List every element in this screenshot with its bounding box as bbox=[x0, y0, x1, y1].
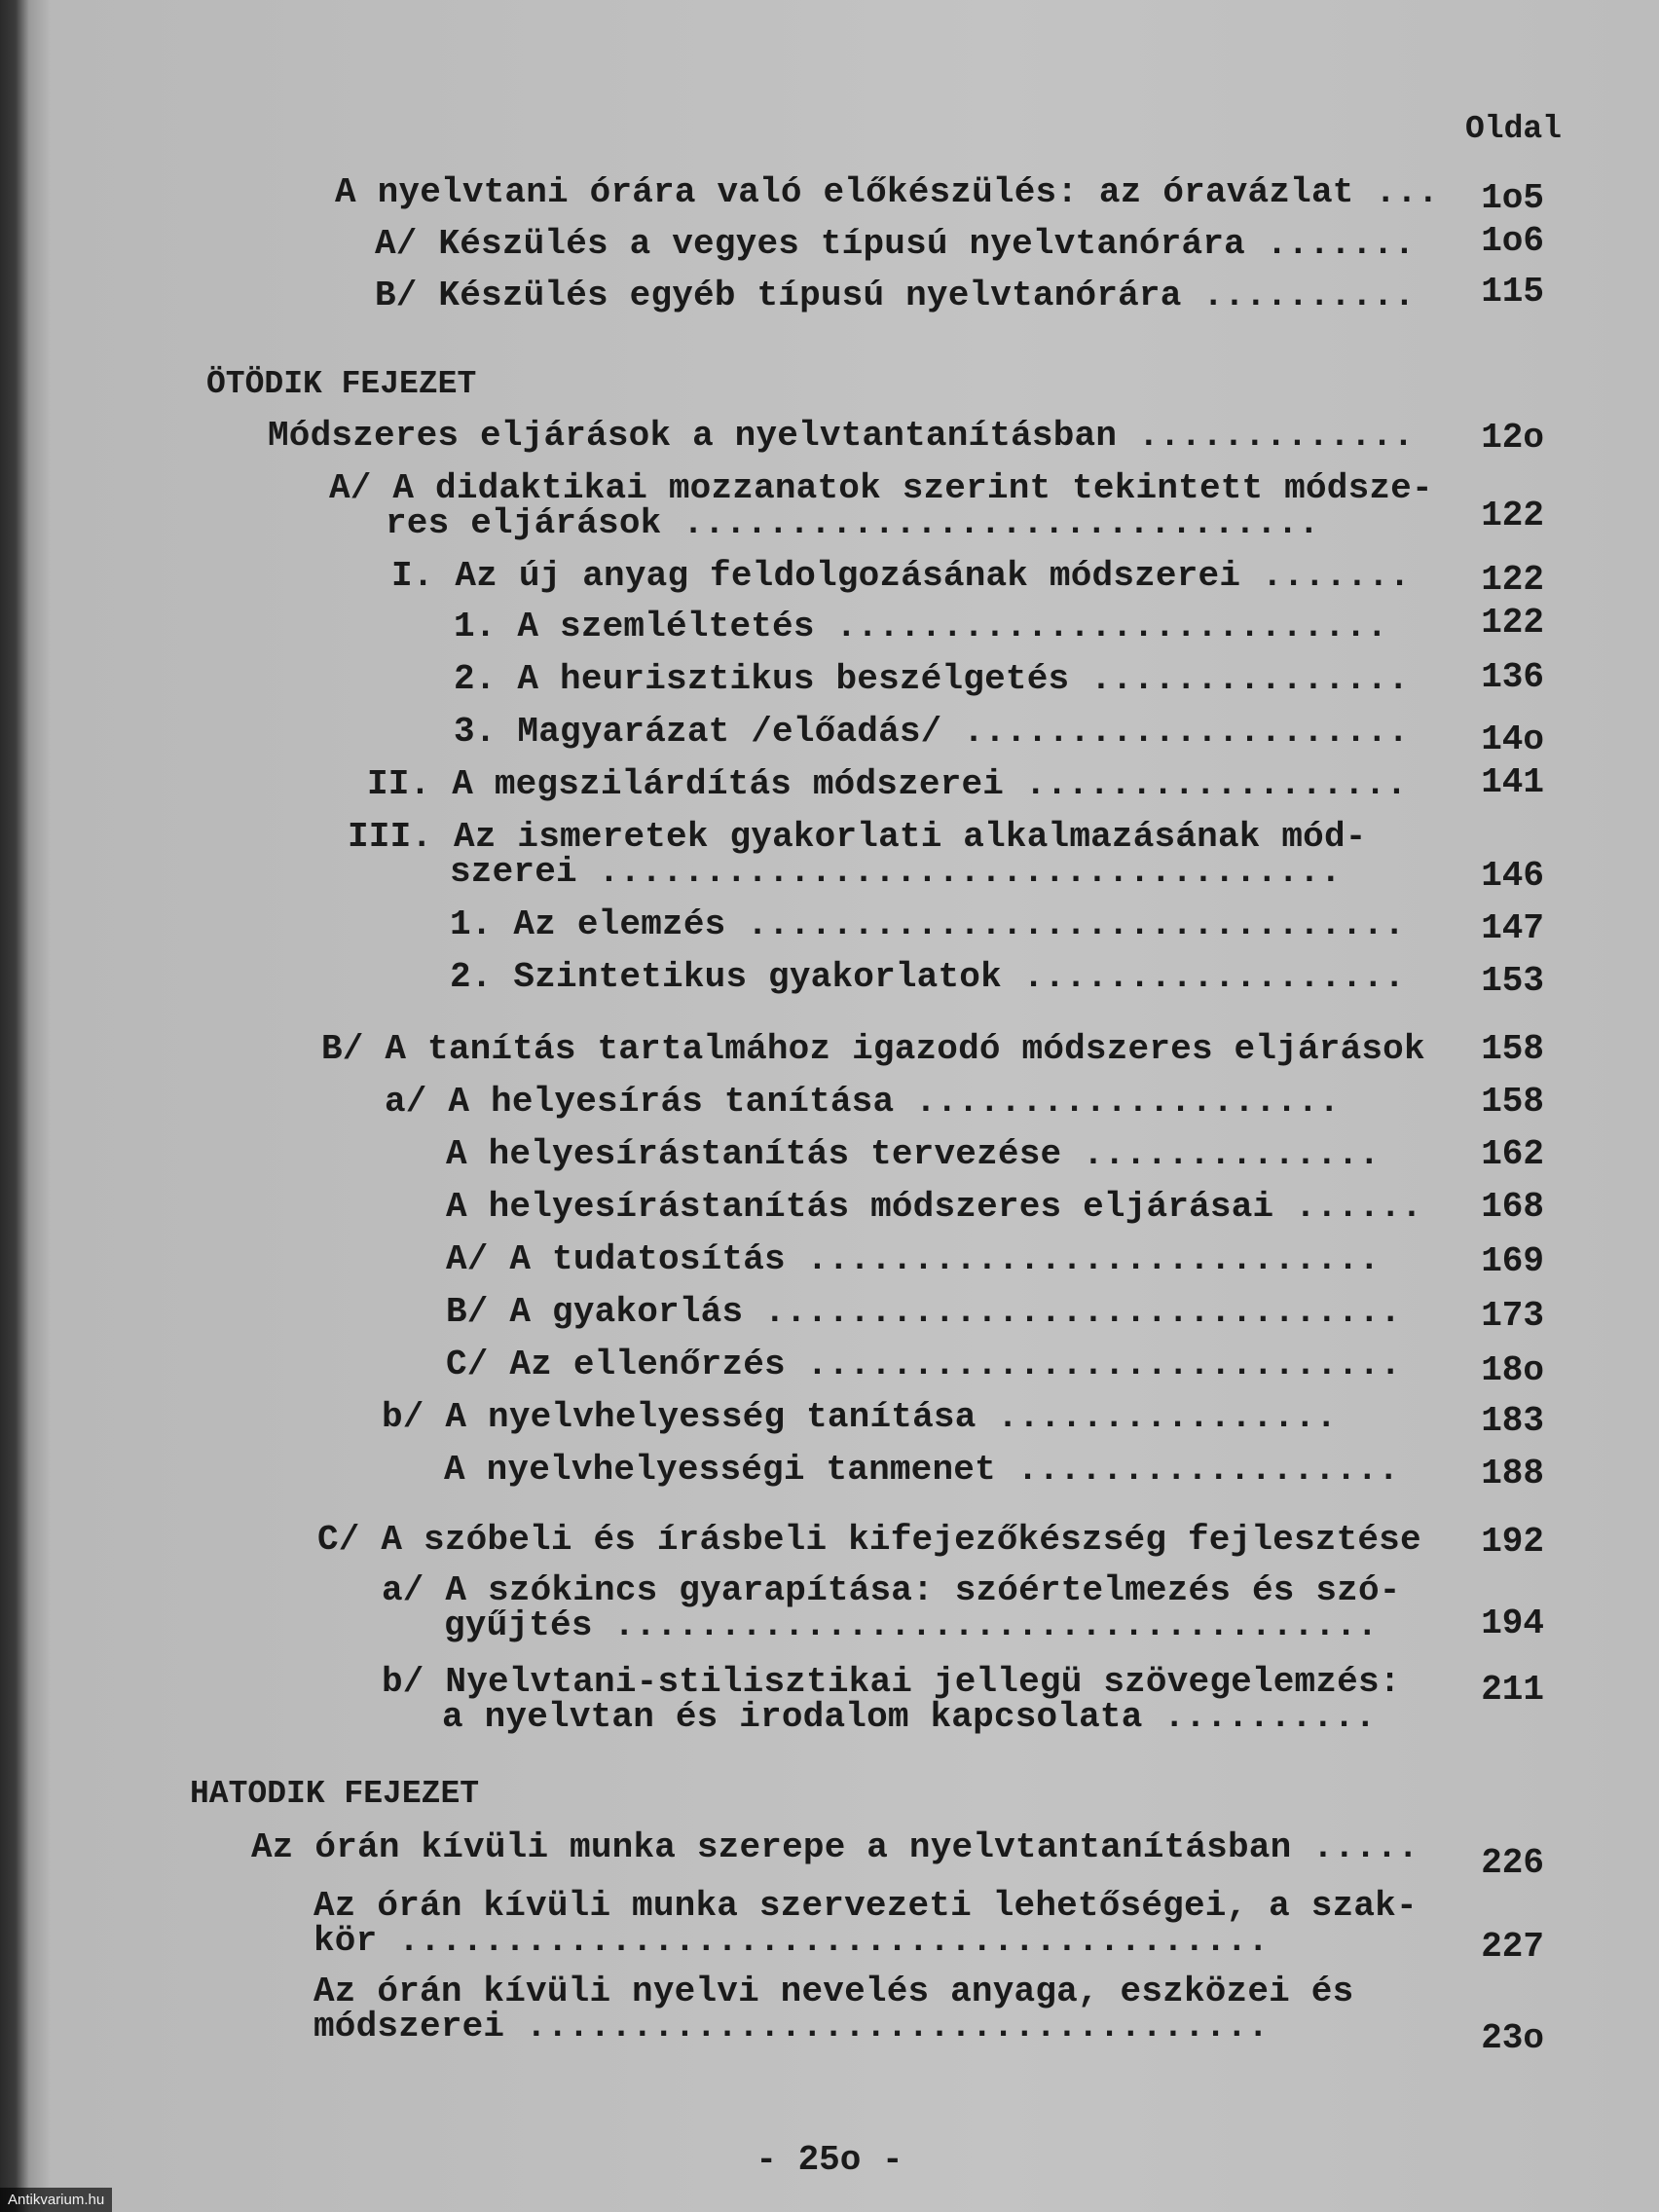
toc-entry-text: II. A megszilárdítás módszerei .................. bbox=[367, 764, 1408, 804]
toc-entry-page: 169 bbox=[1481, 1241, 1544, 1281]
toc-entry-page: 158 bbox=[1481, 1029, 1544, 1069]
toc-entry-page: 194 bbox=[1481, 1604, 1544, 1643]
toc-entry-page: 173 bbox=[1481, 1296, 1544, 1336]
toc-entry-text: Módszeres eljárások a nyelvtantanításban ............. bbox=[268, 416, 1415, 456]
toc-entry-text: b/ A nyelvhelyesség tanítása ................ bbox=[382, 1397, 1338, 1437]
toc-entry-page: 211 bbox=[1481, 1670, 1544, 1710]
toc-entry-page: 188 bbox=[1481, 1454, 1544, 1493]
toc-entry-text: a/ A helyesírás tanítása .................... bbox=[385, 1082, 1341, 1122]
toc-entry-page: 122 bbox=[1481, 496, 1544, 535]
toc-entry-page: 122 bbox=[1481, 603, 1544, 643]
toc-entry-page: 115 bbox=[1481, 272, 1544, 312]
toc-entry-text: I. Az új anyag feldolgozásának módszerei ....... bbox=[391, 556, 1411, 596]
toc-entry-page: 146 bbox=[1481, 856, 1544, 896]
toc-entry-text: A helyesírástanítás tervezése .............. bbox=[446, 1134, 1381, 1174]
page-number-footer: - 25o - bbox=[756, 2140, 903, 2180]
toc-entry-text: a/ A szókincs gyarapítása: szóértelmezés és szó- bbox=[382, 1570, 1401, 1610]
toc-entry-text: Az órán kívüli munka szervezeti lehetőségei, a szak- bbox=[313, 1886, 1418, 1926]
toc-entry-text-cont: gyűjtés .................................... bbox=[444, 1605, 1379, 1645]
toc-entry-text: B/ A tanítás tartalmához igazodó módszeres eljárások bbox=[321, 1029, 1425, 1069]
toc-entry-page: 192 bbox=[1481, 1522, 1544, 1562]
toc-entry-page: 183 bbox=[1481, 1401, 1544, 1441]
toc-entry-text: C/ A szóbeli és írásbeli kifejezőkészség fejlesztése bbox=[317, 1520, 1421, 1560]
toc-entry-page: 153 bbox=[1481, 961, 1544, 1001]
toc-entry-text: A/ A tudatosítás ........................... bbox=[446, 1239, 1381, 1279]
toc-entry-text: C/ Az ellenőrzés ............................ bbox=[446, 1345, 1402, 1384]
toc-entry-page: 1o5 bbox=[1481, 178, 1544, 218]
toc-entry-text-cont: módszerei ................................... bbox=[313, 2007, 1270, 2046]
toc-entry-text-cont: res eljárások .............................. bbox=[386, 503, 1320, 543]
toc-entry-text: A/ A didaktikai mozzanatok szerint tekintett módsze- bbox=[329, 468, 1433, 508]
toc-entry-text: 2. Szintetikus gyakorlatok .................. bbox=[450, 957, 1406, 997]
toc-entry-page: 136 bbox=[1481, 657, 1544, 697]
toc-entry-page: 168 bbox=[1481, 1187, 1544, 1227]
toc-entry-text: 3. Magyarázat /előadás/ ..................... bbox=[454, 712, 1410, 752]
toc-entry-text: B/ A gyakorlás .............................. bbox=[446, 1292, 1402, 1332]
toc-entry-text: 1. Az elemzés ............................... bbox=[450, 904, 1406, 944]
toc-entry-page: 122 bbox=[1481, 560, 1544, 600]
toc-entry-text: III. Az ismeretek gyakorlati alkalmazásának mód- bbox=[348, 817, 1367, 857]
toc-entry-text: A helyesírástanítás módszeres eljárásai ...... bbox=[446, 1187, 1422, 1227]
toc-entry-text: 2. A heurisztikus beszélgetés ............... bbox=[454, 659, 1410, 699]
toc-entry-page: 158 bbox=[1481, 1082, 1544, 1122]
toc-entry-text: 1. A szemléltetés .......................... bbox=[454, 607, 1388, 646]
toc-entry-page: 226 bbox=[1481, 1843, 1544, 1883]
toc-entry-text: Az órán kívüli nyelvi nevelés anyaga, eszközei és bbox=[313, 1972, 1354, 2011]
toc-entry-page: 147 bbox=[1481, 908, 1544, 948]
toc-entry-text: A/ Készülés a vegyes típusú nyelvtanórára ....... bbox=[375, 224, 1416, 264]
toc-entry-text: Az órán kívüli munka szerepe a nyelvtantanításban ..... bbox=[251, 1827, 1419, 1867]
toc-entry-page: 12o bbox=[1481, 418, 1544, 458]
toc-entry-text: b/ Nyelvtani-stilisztikai jellegü szövegelemzés: bbox=[382, 1662, 1401, 1702]
chapter-heading: HATODIK FEJEZET bbox=[190, 1776, 480, 1812]
toc-entry-page: 18o bbox=[1481, 1350, 1544, 1390]
toc-entry-text-cont: szerei ................................... bbox=[450, 852, 1342, 892]
toc-entry-page: 227 bbox=[1481, 1927, 1544, 1967]
toc-entry-text: B/ Készülés egyéb típusú nyelvtanórára .......... bbox=[375, 276, 1416, 315]
toc-entry-page: 14o bbox=[1481, 719, 1544, 759]
toc-entry-page: 1o6 bbox=[1481, 221, 1544, 261]
toc-entry-text: A nyelvtani órára való előkészülés: az óravázlat ... bbox=[335, 172, 1439, 212]
watermark: Antikvarium.hu bbox=[0, 2188, 112, 2212]
toc-entry-text: A nyelvhelyességi tanmenet .................. bbox=[444, 1450, 1400, 1490]
chapter-heading: ÖTÖDIK FEJEZET bbox=[206, 366, 477, 402]
toc-entry-text-cont: kör ......................................... bbox=[313, 1921, 1270, 1961]
toc-entry-page: 23o bbox=[1481, 2018, 1544, 2058]
toc-entry-text-cont: a nyelvtan és irodalom kapcsolata .......... bbox=[442, 1697, 1377, 1737]
page-column-label: Oldal bbox=[1464, 111, 1562, 147]
toc-entry-page: 162 bbox=[1481, 1134, 1544, 1174]
toc-entry-page: 141 bbox=[1481, 762, 1544, 802]
